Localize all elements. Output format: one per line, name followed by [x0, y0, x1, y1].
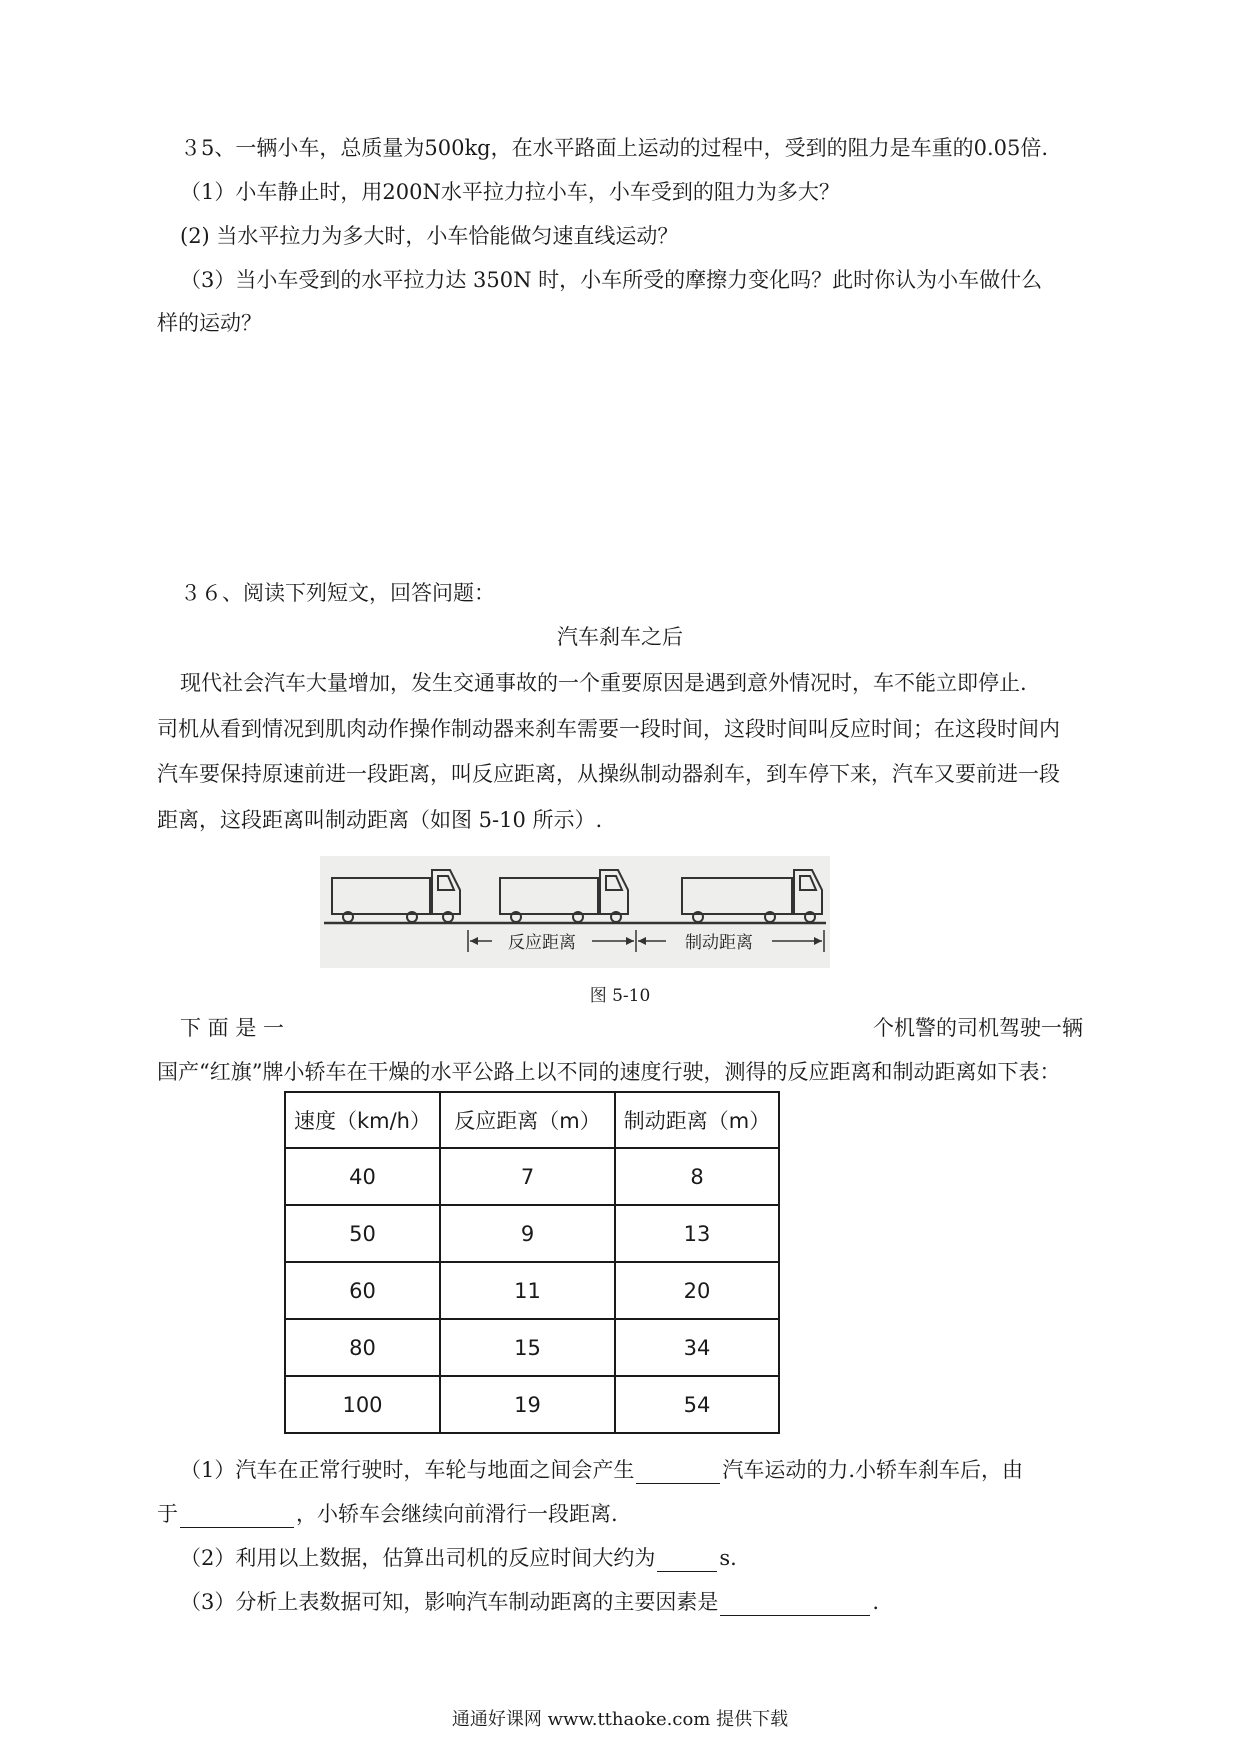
- table-cell: 40: [285, 1148, 440, 1205]
- table-cell: 8: [615, 1148, 779, 1205]
- sub2-text-a: （2）利用以上数据，估算出司机的反应时间大约为: [180, 1546, 656, 1570]
- q35-part2: (2) 当水平拉力为多大时，小车恰能做匀速直线运动？: [180, 224, 679, 248]
- answer-blank-3[interactable]: [657, 1549, 717, 1572]
- table-header-braking: 制动距离（m）: [615, 1092, 779, 1148]
- table-header-reaction: 反应距离（m）: [440, 1092, 615, 1148]
- sub3-text-b: .: [872, 1590, 880, 1614]
- sub-question-3: [180, 1588, 879, 1616]
- article-title: 汽车刹车之后: [557, 625, 683, 649]
- q35-part1: （1）小车静止时，用200N水平拉力拉小车，小车受到的阻力为多大？: [180, 180, 840, 204]
- table-header-speed: 速度（km/h）: [285, 1092, 440, 1148]
- table-cell: 100: [285, 1376, 440, 1433]
- sub1-text-a: （1）汽车在正常行驶时，车轮与地面之间会产生: [180, 1458, 635, 1482]
- q35-part3-line2: 样的运动？: [157, 311, 262, 335]
- braking-figure: [320, 856, 830, 968]
- table-row: [285, 1262, 779, 1319]
- q35-stem: ３5、一辆小车，总质量为500kg，在水平路面上运动的过程中，受到的阻力是车重的0.05倍.: [180, 136, 1049, 160]
- table-cell: 20: [615, 1262, 779, 1319]
- table-cell: 7: [440, 1148, 615, 1205]
- figure-label-braking: 制动距离: [685, 933, 753, 953]
- truck-icon: [682, 870, 822, 922]
- truck-icon: [332, 870, 460, 922]
- q35-part3-line1: （3）当小车受到的水平拉力达 350N 时，小车所受的摩擦力变化吗？此时你认为小车做什么: [180, 268, 1043, 292]
- table-cell: 19: [440, 1376, 615, 1433]
- table-cell: 50: [285, 1205, 440, 1262]
- sub1-text-b: 汽车运动的力.小轿车刹车后，由: [722, 1458, 1024, 1482]
- table-header-row: [285, 1092, 779, 1148]
- braking-figure-drawing: [320, 856, 830, 968]
- table-intro-line2: 国产“红旗”牌小轿车在干燥的水平公路上以不同的速度行驶，测得的反应距离和制动距离如下表：: [157, 1060, 1061, 1084]
- answer-blank-1[interactable]: [636, 1461, 720, 1484]
- table-cell: 34: [615, 1319, 779, 1376]
- sub-question-1-line2: [157, 1500, 618, 1528]
- sub2-text-b: s.: [719, 1546, 737, 1570]
- answer-blank-4[interactable]: [720, 1593, 870, 1616]
- table-cell: 13: [615, 1205, 779, 1262]
- answer-blank-2[interactable]: [180, 1505, 294, 1528]
- table-cell: 11: [440, 1262, 615, 1319]
- table-cell: 80: [285, 1319, 440, 1376]
- sub3-text-a: （3）分析上表数据可知，影响汽车制动距离的主要因素是: [180, 1590, 719, 1614]
- figure-label-reaction: 反应距离: [508, 933, 576, 953]
- sub-question-1-line1: [180, 1456, 1023, 1484]
- page-footer: 通通好课网 www.tthaoke.com 提供下载: [451, 1709, 789, 1730]
- table-cell: 9: [440, 1205, 615, 1262]
- table-cell: 54: [615, 1376, 779, 1433]
- figure-caption: 图 5-10: [589, 986, 651, 1006]
- article-para-line2: 司机从看到情况到肌肉动作操作制动器来刹车需要一段时间，这段时间叫反应时间；在这段时间内: [157, 717, 1060, 741]
- q36-stem: ３６、阅读下列短文，回答问题：: [180, 581, 495, 605]
- table-intro-left: 下 面 是 一: [180, 1016, 285, 1040]
- truck-icon: [500, 870, 628, 922]
- sub1-text-c: 于: [157, 1502, 178, 1526]
- table-intro-right: 个机警的司机驾驶一辆: [873, 1016, 1083, 1040]
- article-para-line3: 汽车要保持原速前进一段距离，叫反应距离，从操纵制动器刹车，到车停下来，汽车又要前进一段: [157, 762, 1060, 786]
- sub-question-2: [180, 1544, 737, 1572]
- table-row: [285, 1205, 779, 1262]
- table-row: [285, 1148, 779, 1205]
- sub1-text-d: ，小轿车会继续向前滑行一段距离.: [296, 1502, 618, 1526]
- article-para-line1: 现代社会汽车大量增加，发生交通事故的一个重要原因是遇到意外情况时，车不能立即停止.: [180, 671, 1027, 695]
- table-row: [285, 1319, 779, 1376]
- table-cell: 15: [440, 1319, 615, 1376]
- speed-distance-table: [284, 1091, 780, 1434]
- table-row: [285, 1376, 779, 1433]
- table-cell: 60: [285, 1262, 440, 1319]
- article-para-line4: 距离，这段距离叫制动距离（如图 5-10 所示）.: [157, 808, 603, 832]
